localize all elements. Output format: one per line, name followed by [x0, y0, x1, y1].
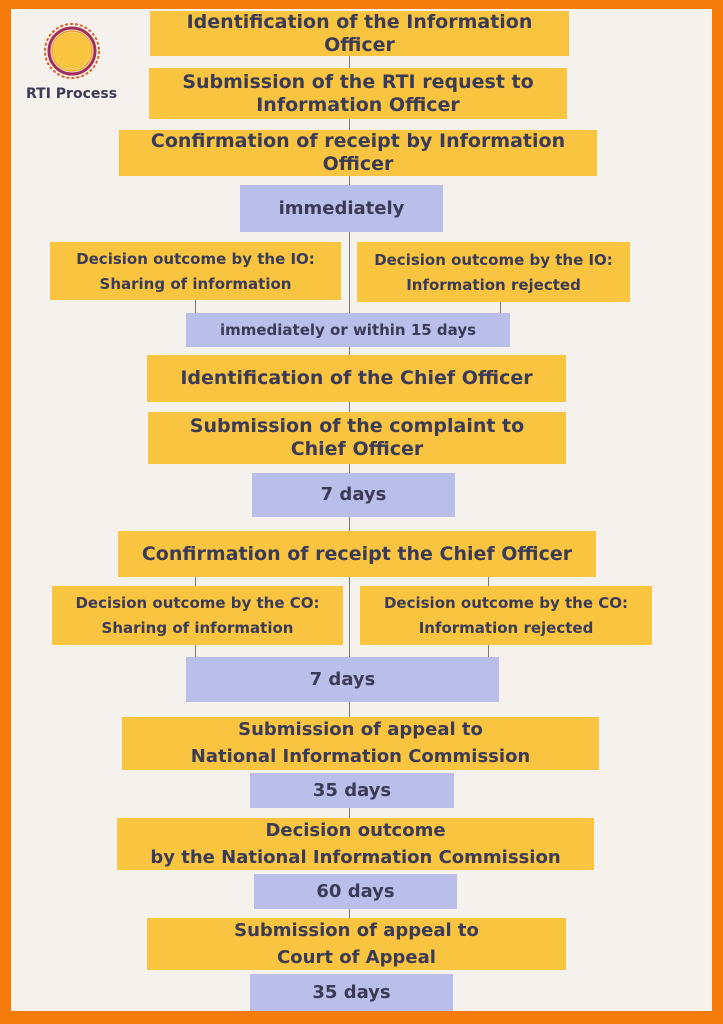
step-appeal-court-of-appeal: Submission of appeal to Court of Appeal — [147, 918, 566, 970]
step-co-decision-rejected: Decision outcome by the CO: Information rejected — [360, 586, 652, 645]
timeframe-35-days: 35 days — [250, 974, 453, 1011]
step-identification-information-officer: Identification of the Information Officer — [150, 11, 569, 56]
step-submission-rti-request: Submission of the RTI request to Information Officer — [149, 68, 567, 119]
timeframe-60-days: 60 days — [254, 874, 457, 909]
timeframe-7-days: 7 days — [186, 657, 499, 702]
step-submission-complaint: Submission of the complaint to Chief Officer — [148, 412, 566, 464]
step-io-decision-sharing: Decision outcome by the IO: Sharing of information — [50, 242, 341, 300]
timeframe-immediately: immediately — [240, 185, 443, 232]
timeframe-35-days: 35 days — [250, 773, 454, 808]
timeframe-7-days: 7 days — [252, 473, 455, 517]
step-io-decision-rejected: Decision outcome by the IO: Information rejected — [357, 242, 630, 302]
step-confirmation-receipt-co: Confirmation of receipt the Chief Officer — [118, 531, 596, 577]
timeframe-within-15-days: immediately or within 15 days — [186, 313, 510, 347]
step-identification-chief-officer: Identification of the Chief Officer — [147, 355, 566, 402]
step-co-decision-sharing: Decision outcome by the CO: Sharing of information — [52, 586, 343, 645]
step-appeal-national-information-commission: Submission of appeal to National Information Commission — [122, 717, 599, 770]
logo-label: RTI Process — [26, 86, 118, 102]
step-confirmation-receipt-io: Confirmation of receipt by Information Officer — [119, 130, 597, 176]
step-decision-national-information-commission: Decision outcome by the National Information Commission — [117, 818, 594, 870]
